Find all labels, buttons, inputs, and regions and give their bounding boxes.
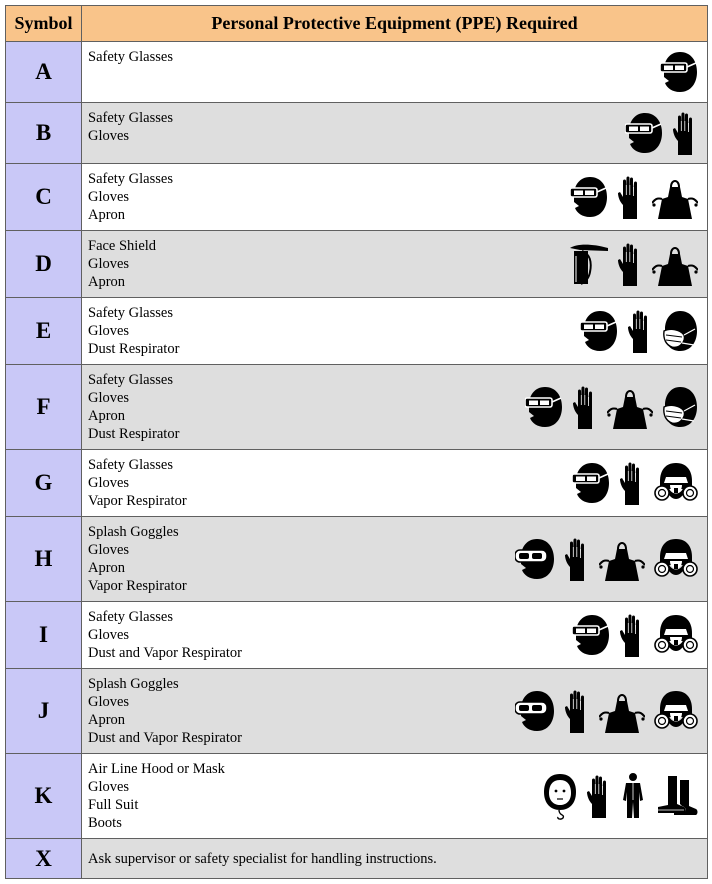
ppe-table-body [6,42,708,879]
ppe-description-cell [82,231,708,298]
ppe-item-label: Gloves [88,323,130,339]
table-row [6,42,708,103]
symbol-cell: J [6,669,82,754]
ppe-item-label: Apron [88,408,126,424]
ppe-item-label: Full Suit [88,797,139,813]
ppe-item-list [88,304,701,358]
table-row [6,365,708,450]
ppe-item-label: Gloves [88,694,130,710]
ppe-column-header: Personal Protective Equipment (PPE) Required [82,6,708,42]
symbol-cell: E [6,298,82,365]
symbol-cell: K [6,754,82,839]
ppe-item-label: Gloves [88,779,130,795]
symbol-cell: D [6,231,82,298]
ppe-table-container [5,5,708,879]
ppe-item-list [88,48,701,66]
symbol-cell: A [6,42,82,103]
table-row [6,517,708,602]
ppe-item-list [88,371,701,443]
symbol-cell: C [6,164,82,231]
ppe-item-list [88,109,701,145]
symbol-cell: I [6,602,82,669]
ppe-item-list [88,170,701,224]
symbol-cell: F [6,365,82,450]
ppe-item-list [88,523,701,595]
ppe-description-cell [82,42,708,103]
table-row [6,839,708,879]
ppe-item-label: Safety Glasses [88,110,173,126]
ppe-item-label: Dust Respirator [88,426,180,442]
table-row [6,103,708,164]
ppe-item-label: Gloves [88,627,130,643]
ppe-item-label: Apron [88,207,126,223]
table-row [6,298,708,365]
table-row [6,669,708,754]
ppe-description-cell [82,450,708,517]
ppe-description-cell [82,365,708,450]
ppe-item-label: Ask supervisor or safety specialist for handling instructions. [88,850,437,867]
ppe-item-list [88,850,701,868]
symbol-cell: G [6,450,82,517]
symbol-cell: X [6,839,82,879]
header-row [6,6,708,42]
table-row [6,602,708,669]
ppe-description-cell [82,103,708,164]
ppe-item-list [88,675,701,747]
ppe-item-label: Gloves [88,256,130,272]
ppe-item-label: Safety Glasses [88,49,173,65]
ppe-item-label: Safety Glasses [88,372,173,388]
ppe-item-label: Vapor Respirator [88,578,187,594]
ppe-item-list [88,608,701,662]
ppe-item-label: Gloves [88,475,130,491]
table-row [6,231,708,298]
ppe-item-label: Safety Glasses [88,457,173,473]
symbol-column-header: Symbol [6,6,82,42]
ppe-item-label: Air Line Hood or Mask [88,761,225,777]
table-row [6,754,708,839]
ppe-item-list [88,760,701,832]
ppe-item-label: Apron [88,712,126,728]
ppe-item-label: Boots [88,815,122,831]
ppe-description-cell [82,754,708,839]
ppe-item-label: Safety Glasses [88,305,173,321]
ppe-table [5,5,708,879]
ppe-item-label: Safety Glasses [88,609,173,625]
ppe-item-list [88,237,701,291]
ppe-description-cell [82,669,708,754]
symbol-cell: H [6,517,82,602]
ppe-item-label: Dust and Vapor Respirator [88,730,242,746]
ppe-item-label: Splash Goggles [88,676,179,692]
ppe-item-label: Apron [88,274,126,290]
ppe-description-cell [82,839,708,879]
ppe-item-label: Apron [88,560,126,576]
table-row [6,164,708,231]
ppe-item-label: Gloves [88,128,130,144]
ppe-item-list [88,456,701,510]
ppe-item-label: Dust and Vapor Respirator [88,645,242,661]
ppe-item-label: Face Shield [88,238,157,254]
ppe-description-cell [82,164,708,231]
symbol-cell: B [6,103,82,164]
ppe-description-cell [82,602,708,669]
ppe-item-label: Gloves [88,189,130,205]
ppe-item-label: Splash Goggles [88,524,179,540]
ppe-item-label: Gloves [88,390,130,406]
ppe-description-cell [82,298,708,365]
ppe-item-label: Gloves [88,542,130,558]
ppe-item-label: Safety Glasses [88,171,173,187]
table-row [6,450,708,517]
ppe-item-label: Vapor Respirator [88,493,187,509]
ppe-description-cell [82,517,708,602]
ppe-item-label: Dust Respirator [88,341,180,357]
